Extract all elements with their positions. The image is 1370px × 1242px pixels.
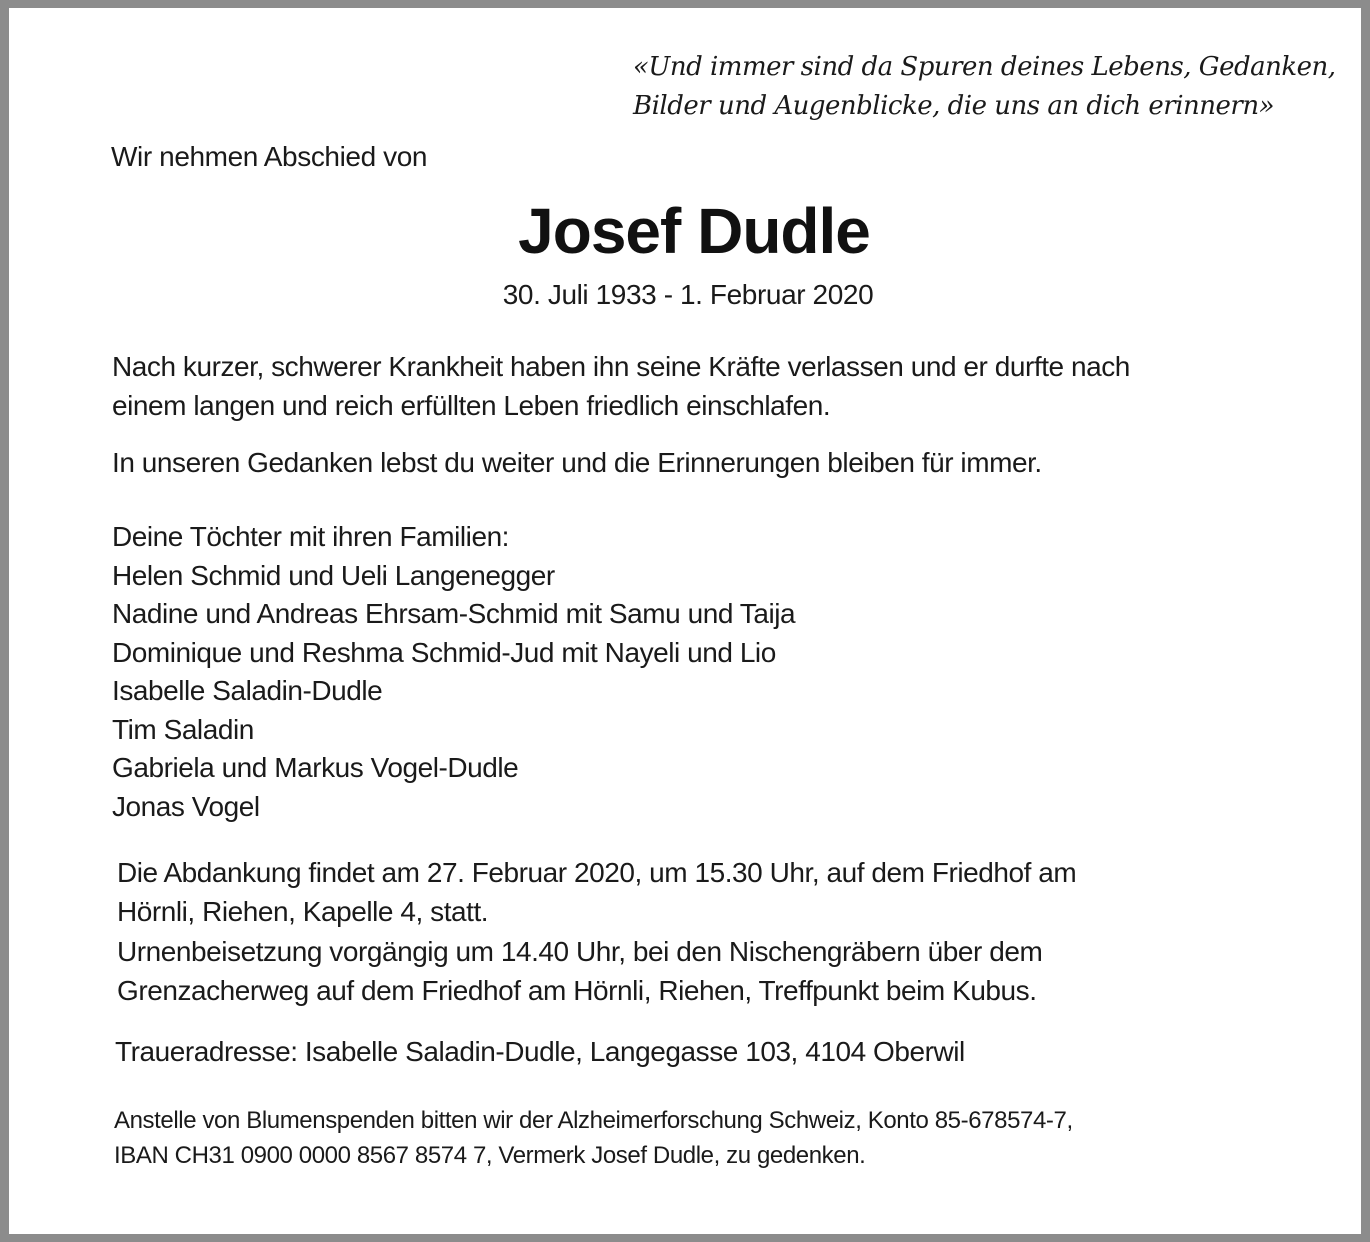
family-heading: Deine Töchter mit ihren Familien: [112, 521, 510, 552]
life-dates: 30. Juli 1933 - 1. Februar 2020 [502, 279, 874, 310]
quote-line-2: Bilder und Augenblicke, die uns an dich erinnern» [633, 91, 1275, 121]
paragraph-line-1: Nach kurzer, schwerer Krankheit haben ihn seine Kräfte verlassen und er durfte nach [112, 351, 1130, 382]
family-list [112, 518, 795, 826]
family-member: Dominique und Reshma Schmid-Jud mit Nayeli und Lio [112, 636, 776, 668]
urn-line-1: Urnenbeisetzung vorgängig um 14.40 Uhr, bei den Nischengräbern über dem [117, 936, 1043, 967]
family-member: Jonas Vogel [112, 790, 260, 822]
donation-line-2: IBAN CH31 0900 0000 8567 8574 7, Vermerk Josef Dudle, zu gedenken. [114, 1142, 866, 1169]
intro-text: Wir nehmen Abschied von [111, 141, 428, 172]
urn-burial-info [117, 932, 1042, 1010]
deceased-name: Josef Dudle [518, 195, 870, 267]
ceremony-line-2: Hörnli, Riehen, Kapelle 4, statt. [117, 896, 489, 927]
urn-line-2: Grenzacherweg auf dem Friedhof am Hörnli, Riehen, Treffpunkt beim Kubus. [117, 975, 1037, 1006]
condolence-paragraph [112, 347, 1130, 425]
family-member: Gabriela und Markus Vogel-Dudle [112, 752, 519, 783]
memorial-quote [633, 48, 1336, 126]
mourning-address: Traueradresse: Isabelle Saladin-Dudle, Langegasse 103, 4104 Oberwil [115, 1036, 965, 1067]
family-member: Nadine und Andreas Ehrsam-Schmid mit Samu und Taija [112, 598, 796, 629]
family-member: Isabelle Saladin-Dudle [112, 675, 383, 706]
memory-paragraph: In unseren Gedanken lebst du weiter und die Erinnerungen bleiben für immer. [112, 447, 1042, 478]
family-member: Tim Saladin [112, 713, 254, 745]
family-member: Helen Schmid und Ueli Langenegger [112, 559, 555, 591]
ceremony-line-1: Die Abdankung findet am 27. Februar 2020, um 15.30 Uhr, auf dem Friedhof am [117, 857, 1077, 888]
donation-line-1: Anstelle von Blumenspenden bitten wir der Alzheimerforschung Schweiz, Konto 85-678574-7, [114, 1107, 1073, 1134]
quote-line-1: «Und immer sind da Spuren deines Lebens, Gedanken, [633, 52, 1336, 82]
donation-note [114, 1103, 1073, 1173]
ceremony-info [117, 853, 1076, 931]
paragraph-line-2: einem langen und reich erfüllten Leben friedlich einschlafen. [112, 390, 831, 421]
